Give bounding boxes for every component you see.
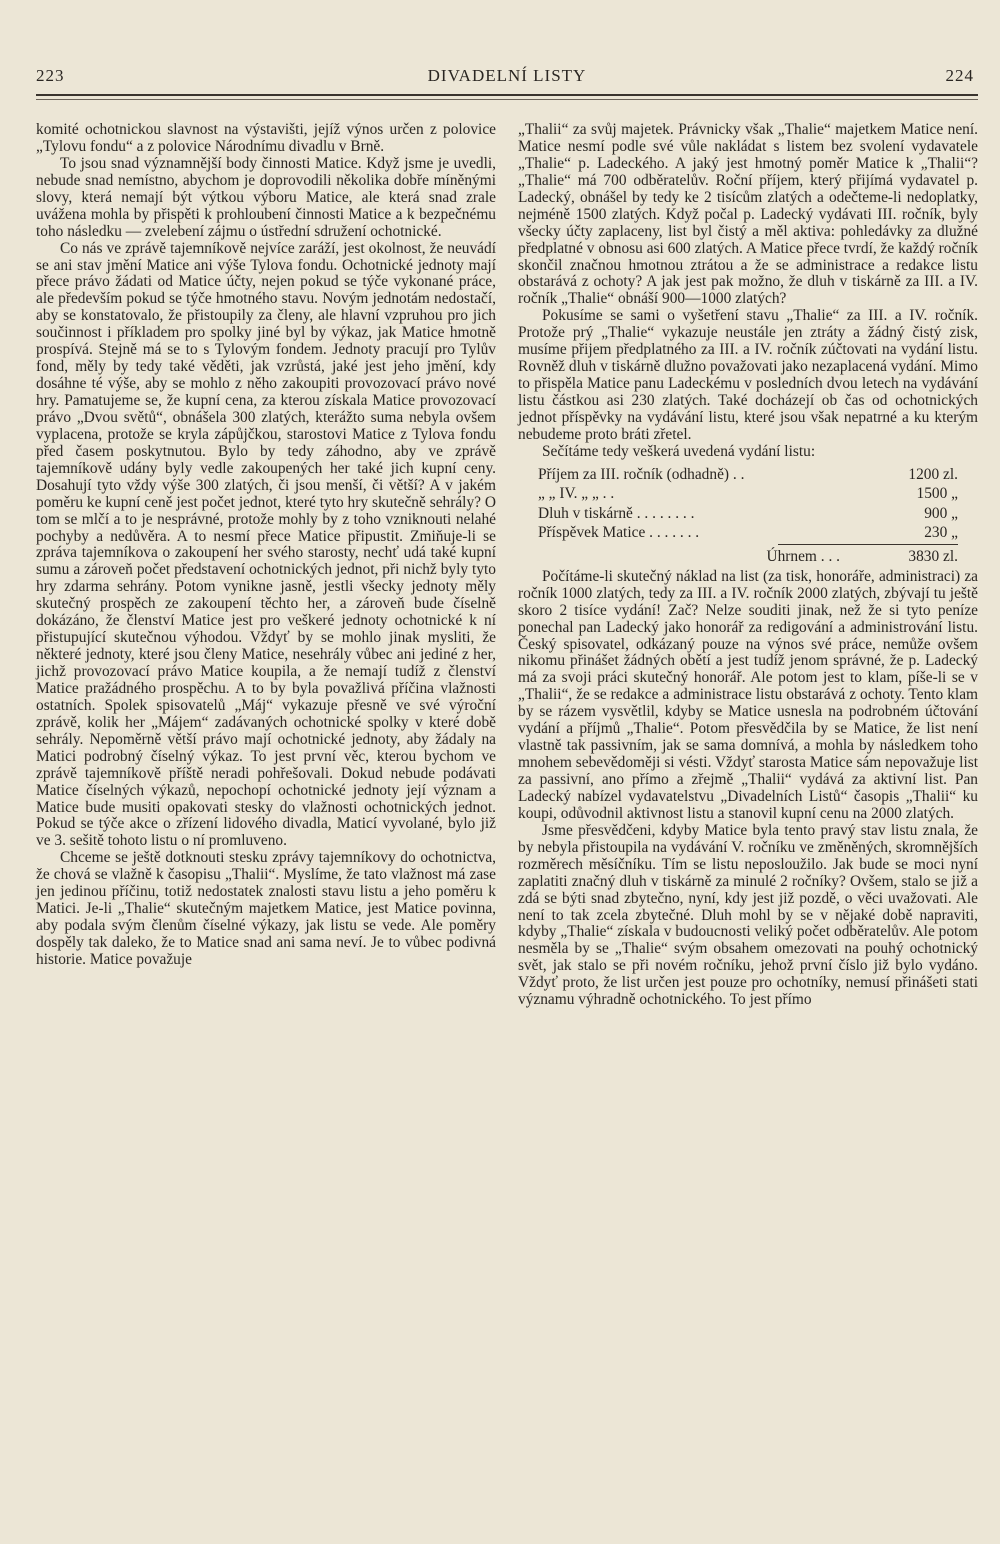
ledger-value: 1500 „ — [916, 485, 958, 503]
paragraph: Počítáme-li skutečný náklad na list (za tisk, honoráře, administraci) za ročník 1000 zlatých, tedy za III. a IV. ročník 2000 zlatých, zbývají tu ještě skoro 2 tisíce vydání! Zač? Nelze souditi jinak, než že si tyto peníze ponechal pan Ladecký jako honorář za redigování a administrování listu. Český spisovatel, odkázaný pouze na výnos své práce, nemůže ovšem nikomu přinášet žádných obětí a jest tudíž jenom správné, že p. Ladecký má za svoji práci skutečný honorář. Ale potom jest to klam, píše-li se v „Thalii“, že se redakce a administrace listu obstarává z ochoty. Tento klam by se rázem vysvětlil, kdyby se Matice usnesla na podrobném účtování vydání a příjmů „Thalie“. Potom přesvědčila by se Matice, že list není vlastně tak passivním, jak se sama domnívá, a mohla by následkem toho mnohem sebevědoměji si vésti. Vždyť starosta Matice sám nepovažuje list za passivní, ano přímo a zřejmě „Thalii“ vydává za aktivní list. Pan Ladecký nabízel vydavatelstvu „Divadelních Listů“ časopis „Thalii“ ku koupi, odůvodnil aktivnost listu a stanovil kupní cenu na 2000 zlatých. — [518, 567, 978, 822]
ledger-sum-rule — [778, 544, 958, 545]
ledger-row — [538, 504, 958, 523]
ledger-value: 1200 zl. — [908, 465, 958, 483]
text-columns — [36, 122, 978, 1009]
journal-title: DIVADELNÍ LISTY — [427, 66, 587, 85]
paragraph: komité ochotnickou slavnost na výstavišti, jejíž výnos určen z polovice „Tylovu fondu“ a z polovice Národnímu divadlu v Brně. — [36, 121, 496, 155]
ledger-label: „ „ IV. „ „ . . — [538, 485, 615, 503]
page-number-right: 224 — [945, 66, 974, 85]
ledger-row — [538, 523, 958, 542]
ledger-total-label: Úhrnem . . . — [766, 548, 840, 566]
paragraph: Jsme přesvědčeni, kdyby Matice byla tento pravý stav listu znala, že by nebyla přistoupila na vydávání V. ročníku ve změněných, skromnějších rozměrech měsíčníku. Tím se listu neposloužilo. Jak bude se moci nyní zaplatiti značný dluh v tiskárně za minulé 2 ročníky? Ovšem, stalo se již a zdá se býti snad zbytečno, nyní, kdy jest již pozdě, o věci uvažovati. Ale není to tak zcela zbytečné. Dluh mohl by se v nějaké době napraviti, kdyby „Thalie“ získala v budoucnosti veliký počet odběratelův. Ale potom nesměla by se „Thalie“ svým obsahem omezovati na pouhý ochotnický svět, jak stalo se při novém ročníku, jehož první číslo již bylo vydáno. Vždyť proto, že list určen jest pouze pro ochotníky, nemusí přinášeti stati významu výhradně ochotnického. To jest přímo — [518, 821, 978, 1009]
ledger-label: Příspěvek Matice . . . . . . . — [538, 523, 700, 541]
paragraph: Sečítáme tedy veškerá uvedená vydání listu: — [542, 442, 816, 460]
paragraph: To jsou snad významnější body činnosti Matice. Když jsme je uvedli, nebude snad nemístno, abychom je doprovodili několika dobře míněnými slovy, která nemají být výtkou výboru Matice, ale která snad zrale uvážena mohla by přispěti k prohloubení činnosti Matice a k bezpečnému toho následku — zvelebení zájmu o ústřední sdružení ochotnické. — [36, 154, 496, 240]
expense-ledger — [538, 465, 958, 567]
right-column — [518, 122, 978, 1009]
ledger-total-value: 3830 zl. — [908, 548, 958, 566]
ledger-total-row — [538, 547, 958, 566]
header-rule — [36, 99, 978, 100]
ledger-label: Příjem za III. ročník (odhadně) . . — [538, 465, 745, 483]
paragraph: „Thalii“ za svůj majetek. Právnicky však „Thalie“ majetkem Matice není. Matice nesmí podle své vůle nakládat s listem bez svolení vydavatele „Thalie“ p. Ladeckého. A jaký jest hmotný poměr Matice k „Thalii“? „Thalie“ má 700 odběratelův. Roční příjem, který přijímá vydavatel p. Ladecký, obnášel by tedy ke 2 tisícům zlatých a odečteme-li nedoplatky, nejméně 1500 zlatých. Když počal p. Ladecký vydávati III. ročník, byly všecky účty zaplaceny, list byl čistý a měl aktiva: pohledávky za dlužné předplatné v obnosu asi 600 zlatých. A Matice přece tvrdí, že každý ročník skončil značnou hmotnou ztrátou a že se administrace a redakce listu obstarává z ochoty? A jak jest pak možno, že dluh v tiskárně za III. a IV. ročník „Thalie“ obnáší 900—1000 zlatých? — [518, 121, 978, 308]
ledger-value: 900 „ — [924, 504, 958, 522]
paragraph: Co nás ve zprávě tajemníkově nejvíce zaráží, jest okolnost, že neuvádí se ani stav jmění Matice ani výše Tylova fondu. Ochotnické jednoty mají přece právo žádati od Matice účty, nejen pokud se týče vykonané práce, ale především pokud se týče hmotného stavu. Novým jednotám nedostačí, aby se konstatovalo, že přistoupily za členy, ale hlavní vzpruhou pro jich součinnost i příkladem pro spolky jiné byl by výkaz, jak Matice hmotně prospívá. Stejně má se to s Tylovým fondem. Jednoty pracují pro Tylův fond, měly by tedy také věděti, jak vzrůstá, jaké jest jeho jmění, kdy dosáhne té výše, aby se mohlo z něho zakoupiti provozovací právo nové hry. Pamatujeme se, že kupní cena, za kterou získala Matice provozovací právo „Dvou světů“, obnášela 300 zlatých, kterážto suma nebyla ovšem vyplacena, protože se kryla zápůjčkou, starostovi Matice z Tylova fondu před časem poskytnutou. Bylo by tedy záhodno, aby ve zprávě tajemníkově udány byly vedle zakoupených her také jich kupní ceny. Dosahují tyto vždy výše 300 zlatých, či jsou menší, či větší? A v jakém poměru ke kupní ceně jest počet jednot, které tyto hry skutečně sehrály? O tom se mlčí a to je nesprávné, protože mohly by z toho vzniknouti nelahé pochyby a nedůvěra. A to nesmí přece Matice připustit. Zmiňuje-li se zpráva tajemníkova o zakoupení her svého starosty, nechť udá také kupní sumu a zároveň počet představení ochotnických jednot, při nichž byly tyto hry zdarma sehrány. Potom vynikne jasně, jestli všecky jednoty měly skutečný prospěch ze zakoupení těchto her, a zároveň bude číselně dokázáno, že členství Matice jest pro veškeré jednoty ochotnické k ní přistupující skutečnou výhodou. Vždyť by se mohlo jinak mysliti, že některé jednoty, které jsou členy Matice, nesehrály vůbec ani jediné z her, jichž provozovací právo Matice koupila, a že nemají tudíž z členství Matice pražádného prospěchu. A to by byla považlivá příčina vlažnosti ostatních. Spolek spisovatelů „Máj“ vykazuje přesně ve své výroční zprávě, kolik her „Májem“ zadávaných ochotnické spolky v které době sehrály. Nepoměrně větší právo mají ochotnické jednoty, aby žádaly na Matici podrobný číselný výkaz. To jest první věc, kterou bychom ve zprávě tajemníkově příště neradi pohřešovali. Dokud nebude podávati Matice číselných výkazů, nepochopí ochotnické jednoty její význam a Matice bude musiti opakovati stesky do vlažnosti ochotnických jednot. Pokud se týče akce o zřízení lidového divadla, Maticí vyvolané, bylo již ve 3. sešitě tohoto listu o ní promluveno. — [36, 239, 496, 850]
ledger-row — [538, 465, 958, 484]
ledger-label: Dluh v tiskárně . . . . . . . . — [538, 504, 695, 522]
paragraph: Chceme se ještě dotknouti stesku zprávy tajemníkovy do ochotnictva, že chová se vlažně k časopisu „Thalii“. Myslíme, že tato vlažnost má zase jen jedinou příčinu, totiž nedostatek znalosti stavu listu a jeho poměru k Matici. Je-li „Thalie“ skutečným majetkem Matice, jest Matice povinna, aby podala svým členům číselné výkazy, jak listu se vede. Ale poměry dospěly tak daleko, že to Matice snad ani sama neví. Je to vůbec podivná historie. Matice považuje — [36, 849, 496, 968]
left-column — [36, 122, 496, 1009]
paragraph: Pokusíme se sami o vyšetření stavu „Thalie“ za III. a IV. ročník. Protože prý „Thalie“ vykazuje neustále jen ztráty a žádný čistý zisk, musíme přijem předplatného za III. a IV. ročník zúčtovati na vydání listu. Rovněž dluh v tiskárně dlužno považovati jako nezaplacená vydání. Mimo to přispěla Matice panu Ladeckému v posledních dvou letech na vydávání listu částkou asi 230 zlatých. Také docházejí ob čas od ochotnických jednot příspěvky na vydávání listu, které jsou však nepatrné a ku kterým nebudeme proto bráti zřetel. — [518, 307, 978, 443]
ledger-value: 230 „ — [924, 523, 958, 541]
ledger-row — [538, 484, 958, 503]
page-header — [36, 60, 978, 96]
page-number-left: 223 — [36, 66, 65, 85]
